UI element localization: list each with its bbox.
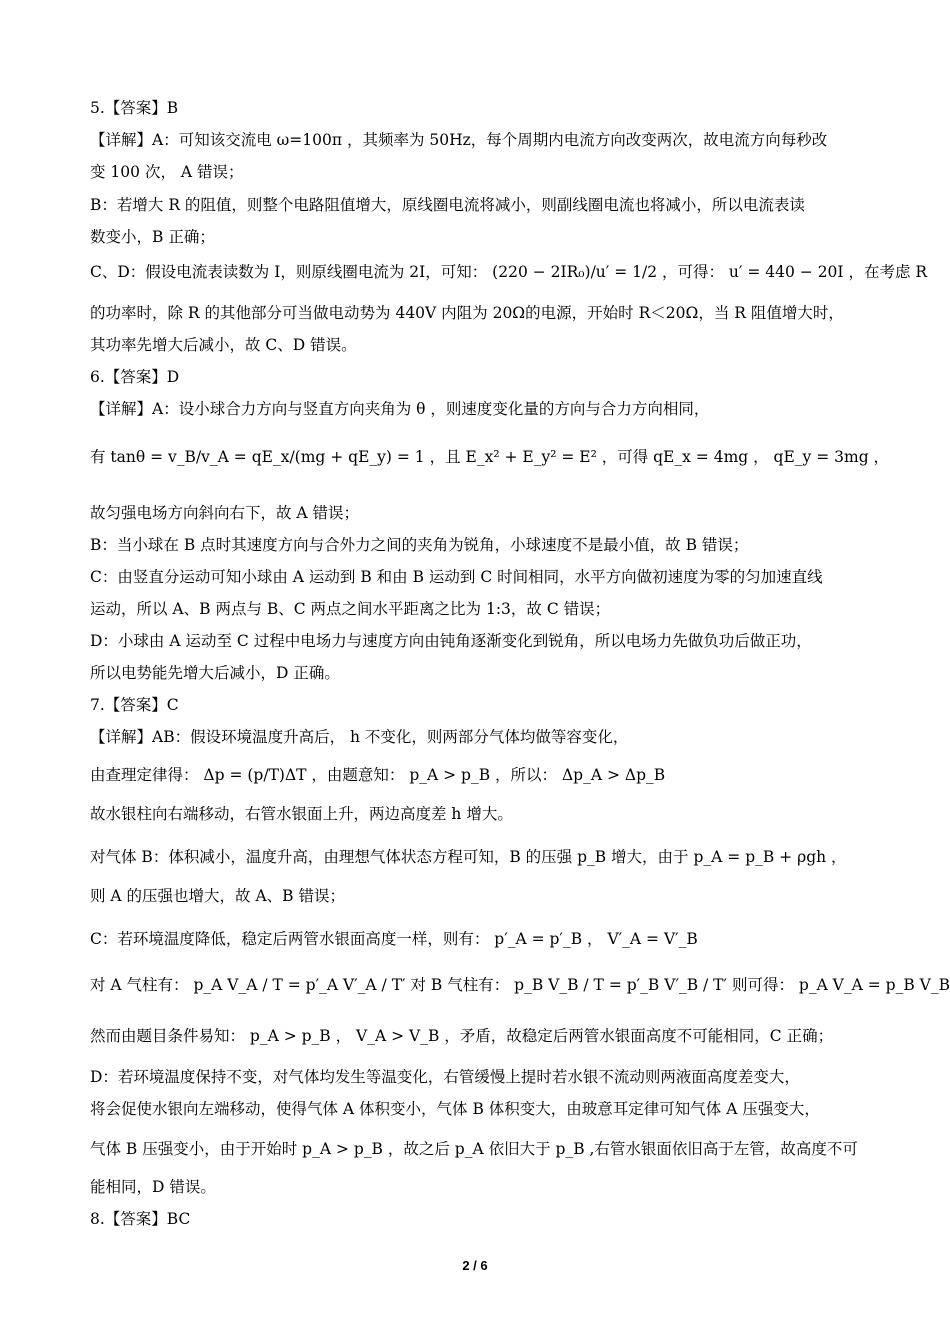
answer-7-gas-columns: 对 A 气柱有： p_A V_A / T = p′_A V′_A / T′ 对 B 气柱有： p_B V_B / T = p′_B V′_B / T′ 则可得： p_A V_A = p_B V_B (90, 976, 950, 994)
answer-6-detail-c: C：由竖直分运动可知小球由 A 运动到 B 和由 B 运动到 C 时间相同，水平方向做初速度为零的匀加速直线 (90, 568, 823, 586)
answer-7-detail-d-cont3: 能相同，D 错误。 (90, 1178, 216, 1196)
answer-6-heading: 6.【答案】D (90, 368, 180, 386)
answer-5-heading: 5.【答案】B (90, 99, 179, 117)
answer-6-detail-c-cont: 运动，所以 A、B 两点与 B、C 两点之间水平距离之比为 1:3，故 C 错误； (90, 600, 611, 618)
answer-6-detail-d-cont: 所以电势能先增大后减小，D 正确。 (90, 664, 340, 682)
answer-7-detail-d: D：若环境温度保持不变，对气体均发生等温变化，右管缓慢上提时若水银不流动则两液面高度差变大， (90, 1068, 800, 1086)
answer-6-detail-a: 【详解】A：设小球合力方向与竖直方向夹角为 θ ，则速度变化量的方向与合力方向相同， (90, 400, 710, 418)
answer-5-detail-cd-cont1: 的功率时，除 R 的其他部分可当做电动势为 440V 内阻为 20Ω的电源，开始时 R＜20Ω，当 R 阻值增大时， (90, 304, 844, 322)
answer-7-charles-law: 由查理定律得： Δp = (p/T)ΔT ，由题意知： p_A > p_B ，所以： Δp_A > Δp_B (90, 766, 666, 784)
answer-6-detail-a-cont: 故匀强电场方向斜向右下，故 A 错误； (90, 504, 360, 522)
answer-7-detail-c: C：若环境温度降低，稳定后两管水银面高度一样，则有： p′_A = p′_B ， V′_A = V′_B (90, 930, 698, 948)
answer-7-gas-b: 对气体 B：体积减小，温度升高，由理想气体状态方程可知，B 的压强 p_B 增大，由于 p_A = p_B + ρgh ， (90, 848, 847, 866)
answer-5-detail-a-cont: 变 100 次， A 错误； (90, 163, 244, 181)
answer-7-detail-d-cont2: 气体 B 压强变小，由于开始时 p_A > p_B ，故之后 p_A 依旧大于 p_B ,右管水银面依旧高于左管，故高度不可 (90, 1140, 858, 1158)
page-number: 2 / 6 (462, 1258, 488, 1273)
answer-5-detail-cd-cont2: 其功率先增大后减小，故 C、D 错误。 (90, 336, 357, 354)
answer-5-detail-a: 【详解】A：可知该交流电 ω=100π ，其频率为 50Hz，每个周期内电流方向改变两次，故电流方向每秒改 (90, 131, 828, 149)
answer-6-detail-d: D：小球由 A 运动至 C 过程中电场力与速度方向由钝角逐渐变化到锐角，所以电场力先做负功后做正功， (90, 632, 812, 650)
answer-7-gas-b-cont: 则 A 的压强也增大，故 A、B 错误； (90, 887, 345, 905)
answer-5-detail-b: B：若增大 R 的阻值，则整个电路阻值增大，原线圈电流将减小，则副线圈电流也将减小，所以电流表读 (90, 196, 805, 214)
answer-7-contradiction: 然而由题目条件易知： p_A > p_B ， V_A > V_B ，矛盾，故稳定后两管水银面高度不可能相同，C 正确； (90, 1027, 834, 1045)
answer-7-detail-d-cont1: 将会促使水银向左端移动，使得气体 A 体积变小，气体 B 体积变大，由玻意耳定律可知气体 A 压强变大， (90, 1100, 820, 1118)
answer-5-detail-b-cont: 数变小，B 正确； (90, 228, 215, 246)
answer-8-heading: 8.【答案】BC (90, 1210, 191, 1228)
answer-5-detail-cd: C、D：假设电流表读数为 I，则原线圈电流为 2I，可知： (220 − 2IR₀)/u′ = 1/2 ，可得： u′ = 440 − 20I ，在考虑 R (90, 263, 928, 281)
answer-7-detail-ab: 【详解】AB：假设环境温度升高后， h 不变化，则两部分气体均做等容变化， (90, 728, 629, 746)
answer-7-mercury-move: 故水银柱向右端移动，右管水银面上升，两边高度差 h 增大。 (90, 805, 513, 823)
answer-7-heading: 7.【答案】C (90, 696, 179, 714)
answer-6-equation: 有 tanθ = v_B/v_A = qE_x/(mg + qE_y) = 1 ，且 E_x² + E_y² = E² ，可得 qE_x = 4mg ， qE_y = 3mg ， (90, 448, 890, 466)
answer-6-detail-b: B：当小球在 B 点时其速度方向与合外力之间的夹角为锐角，小球速度不是最小值，故 B 错误； (90, 536, 749, 554)
